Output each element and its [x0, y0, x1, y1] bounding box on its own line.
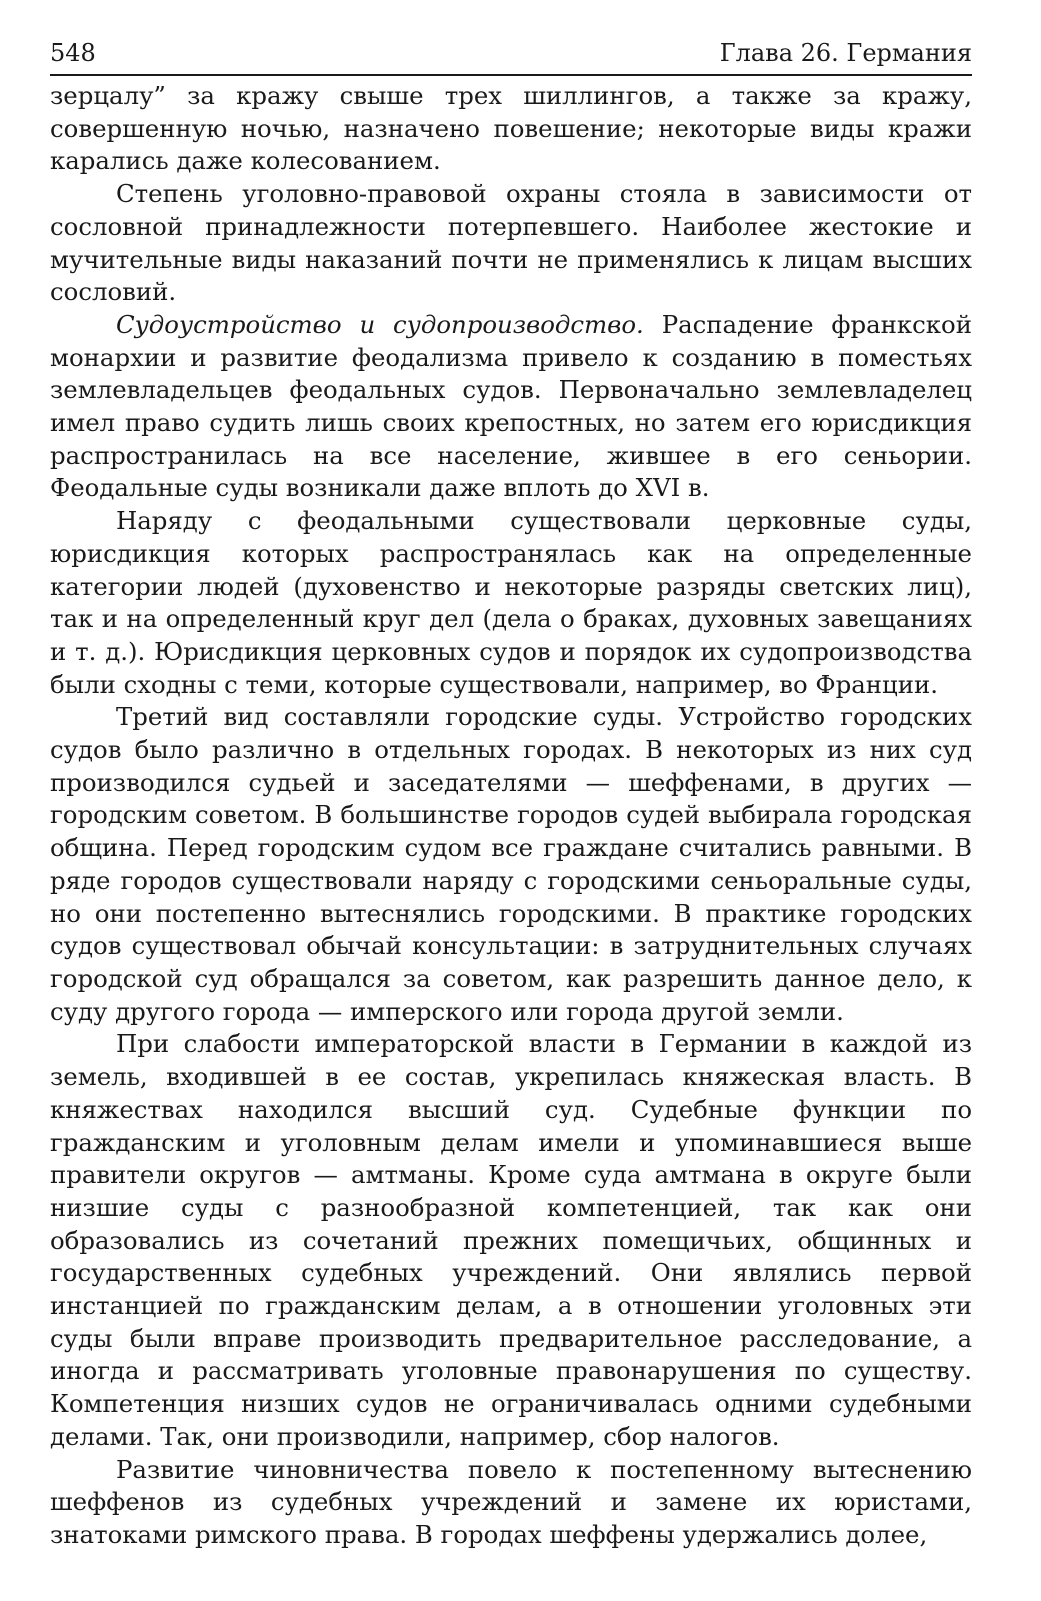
- paragraph-text: Наряду с феодальными существовали церковные суды, юрисдикция которых распространялась как на определенные категории людей (духовенство и некоторые разряды светских лиц), так и на определенный круг дел (дела о браках, духовных завещаниях и т. д.). Юрисдикция церковных судов и порядок их судопроизводства были сходны с теми, которые существовали, например, во Франции.: [50, 506, 972, 699]
- paragraph-text: зерцалу” за кражу свыше трех шиллингов, а также за кражу, совершенную ночью, назначено повешение; некоторые виды кражи карались даже колесованием.: [50, 81, 972, 176]
- paragraph-text: Развитие чиновничества повело к постепенному вытеснению шеффенов из судебных учреждений и замене их юристами, знатоками римского права. В городах шеффены удержались долее,: [50, 1454, 972, 1549]
- paragraph: [50, 1454, 972, 1552]
- paragraph-text: Распадение франкской монархии и развитие феодализма привело к созданию в поместьях землевладельцев феодальных судов. Первоначально землевладелец имел право судить лишь своих крепостных, но затем его юрисдикция распространилась на все население, жившее в его сеньории. Феодальные суды возникали даже вплоть до XVI в.: [50, 309, 972, 503]
- paragraph: [50, 701, 972, 1028]
- paragraph: [50, 309, 972, 505]
- running-head: [50, 38, 972, 76]
- body-text: [50, 80, 972, 1552]
- page-number: 548: [50, 39, 96, 67]
- book-page: [50, 38, 972, 1552]
- paragraph-text: Третий вид составляли городские суды. Устройство городских судов было различно в отдельных городах. В некоторых из них суд производился судьей и заседателями — шеффенами, в других — городским советом. В большинстве городов судей выбирала городская община. Перед городским судом все граждане считались равными. В ряде городов существовали наряду с городскими сеньоральные суды, но они постепенно вытеснялись городскими. В практике городских судов существовал обычай консультации: в затруднительных случаях городской суд обращался за советом, как разрешить данное дело, к суду другого города — имперского или города другой земли.: [50, 702, 972, 1026]
- paragraph: [50, 1028, 972, 1453]
- chapter-title: Глава 26. Германия: [719, 39, 972, 67]
- paragraph: [50, 178, 972, 309]
- paragraph-text: Степень уголовно-правовой охраны стояла в зависимости от сословной принадлежности потерпевшего. Наиболее жестокие и мучительные виды наказаний почти не применялись к лицам высших сословий.: [50, 179, 972, 307]
- section-heading-italic: Судоустройство и судопроизводство.: [116, 309, 644, 339]
- paragraph-text: При слабости императорской власти в Германии в каждой из земель, входившей в ее состав, укрепилась княжеская власть. В княжествах находился высший суд. Судебные функции по гражданским и уголовным делам имели и упоминавшиеся выше правители округов — амтманы. Кроме суда амтмана в округе были низшие суды с разнообразной компетенцией, так как они образовались из сочетаний прежних помещичьих, общинных и государственных судебных учреждений. Они являлись первой инстанцией по гражданским делам, а в отношении уголовных эти суды были вправе производить предварительное расследование, а иногда и рассматривать уголовные правонарушения по существу. Компетенция низших судов не ограничивалась одними судебными делами. Так, они производили, например, сбор налогов.: [50, 1029, 972, 1451]
- paragraph: [50, 505, 972, 701]
- paragraph: [50, 80, 972, 178]
